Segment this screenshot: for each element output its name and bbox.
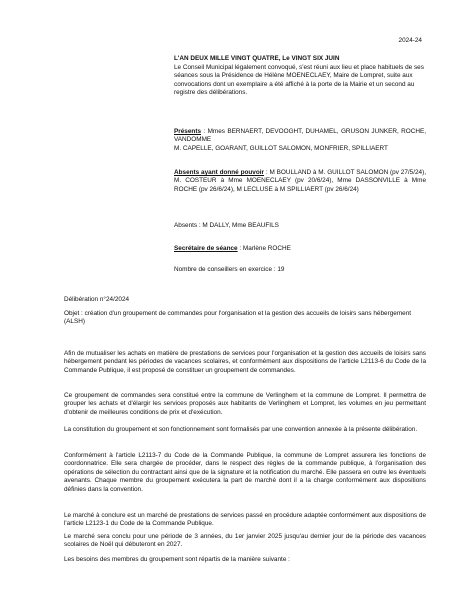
paragraph-4: Conformément à l'article L2113-7 du Code de la Commande Publique, la commune de Lompret assurera les fonctions de coordonnatrice. Elle sera chargée de procéder, dans le respect des règles de la commande publique, à l'organisation des opérations de sélection du contractant ainsi que de la signature et la notification du marché. Elle passera en outre les éventuels avenants. Chaque membre du groupement exécutera la part de marché dont il a la charge conformément aux dispositions définies dans la convention. bbox=[64, 452, 426, 493]
paragraph-6: Le marché sera conclu pour une période de 3 années, du 1er janvier 2025 jusqu'au dernier jour de la période des vacances scolaires de Noël qui débuteront en 2027. bbox=[64, 533, 426, 549]
paragraph-5: Le marché à conclure est un marché de prestations de services passé en procédure adaptée conformément aux dispositions de l'article L2123-1 du Code de la Commande Publique. bbox=[64, 512, 426, 528]
presents-line: Présents : Mmes BERNAERT, DEVOOGHT, DUHAMEL, GRUSON JUNKER, ROCHE, VANDOMME bbox=[174, 128, 426, 144]
paragraph-2: Ce groupement de commandes sera constitué entre la commune de Verlinghem et la commune de Lompret. Il permettra de grouper les achats et d'élargir les services proposés aux habitants de Verlinghem et Lompret, les volumes en jeu permettant d'obtenir de meilleures conditions de prix et d'exécution. bbox=[64, 392, 426, 416]
secretaire-line: Secrétaire de séance : Marlène ROCHE bbox=[174, 245, 291, 252]
secretaire-label: Secrétaire de séance bbox=[174, 245, 238, 252]
deliberation-number: Délibération n°24/2024 bbox=[64, 296, 130, 303]
absents-pouvoir-label: Absents ayant donné pouvoir bbox=[174, 169, 265, 176]
absents-pouvoir: Absents ayant donné pouvoir : M BOULLAND à M. GUILLOT SALOMON (pv 27/5/24), M. COSTEUR à Mme MOENECLAEY (pv 20/6/24), Mme DASSONVILLE à Mme ROCHE (pv 26/6/24), M LECLUSE à M SPILLIAERT (pv 26/6/24) bbox=[174, 169, 426, 193]
header-date: L'AN DEUX MILLE VINGT QUATRE, Le VINGT SIX JUIN bbox=[174, 55, 340, 62]
presents-label: Présents bbox=[174, 128, 201, 135]
paragraph-7: Les besoins des membres du groupement sont répartis de la manière suivante : bbox=[64, 556, 290, 563]
conseillers-line: Nombre de conseillers en exercice : 19 bbox=[174, 266, 285, 273]
objet-line: Objet : création d'un groupement de commandes pour l'organisation et la gestion des accueils de loisirs sans hébergement (ALSH) bbox=[64, 310, 412, 326]
paragraph-1: Afin de mutualiser les achats en matière de prestations de services pour l'organisation et la gestion des accueils de loisirs sans hébergement pendant les périodes de vacances scolaires, et conformément aux dispositions de l'article L2113-6 du Code de la Commande Publique, il est proposé de constituer un groupement de commandes. bbox=[64, 350, 426, 374]
header-intro: Le Conseil Municipal légalement convoqué, s'est réuni aux lieu et place habituels de ses séances sous la Présidence de Hélène MOENECLAEY, Maire de Lompret, suite aux convocations dont un exemplaire a été affiché à la porte de la Mairie et un second au registre des délibérations. bbox=[174, 64, 424, 97]
paragraph-3: La constitution du groupement et son fonctionnement sont formalisés par une convention annexée à la présente délibération. bbox=[64, 426, 418, 433]
absents-line: Absents : M DALLY, Mme BEAUFILS bbox=[174, 222, 279, 229]
presents-line-2: M. CAPELLE, GOARANT, GUILLOT SALOMON, MONFRIER, SPILLIAERT bbox=[174, 145, 388, 152]
document-reference: 2024-24 bbox=[398, 37, 422, 44]
